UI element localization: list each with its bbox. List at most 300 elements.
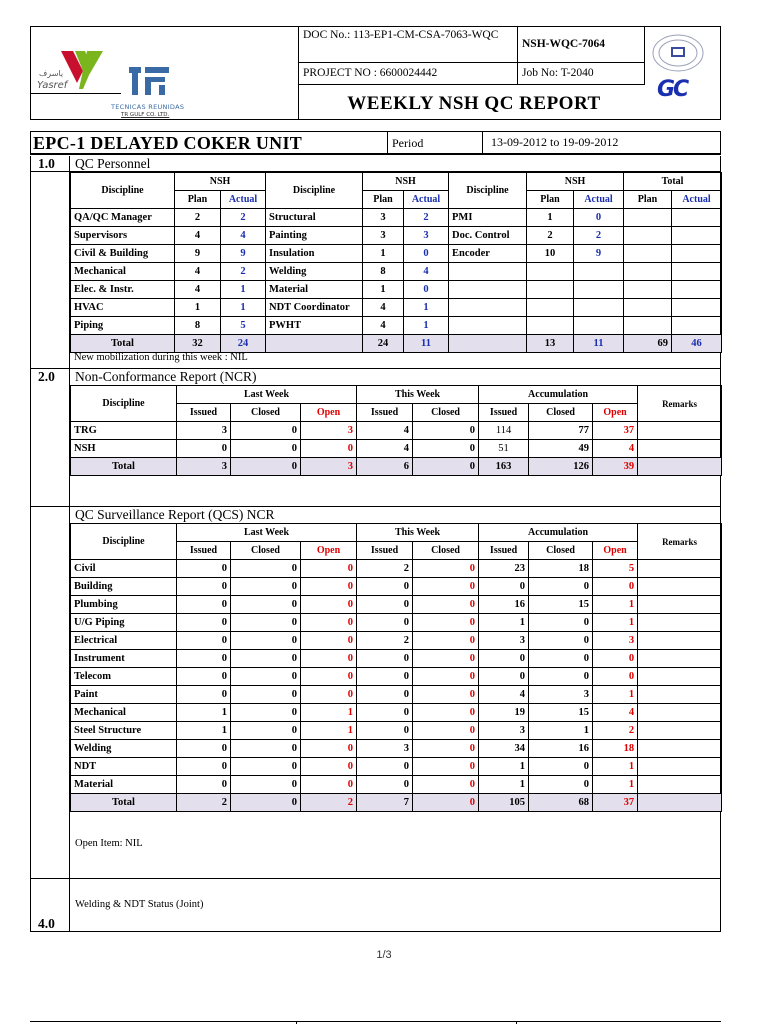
this-open-cell: 0 [413, 794, 479, 812]
accum-issued-cell: 1 [479, 614, 529, 632]
discipline-cell [449, 263, 527, 281]
col-this-week: This Week [357, 386, 479, 404]
actual-cell: 2 [221, 263, 266, 281]
discipline-cell: Total [71, 794, 177, 812]
plan-cell: 1 [527, 209, 574, 227]
discipline-cell: Doc. Control [449, 227, 527, 245]
col-last-week: Last Week [177, 524, 357, 542]
accum-closed-cell: 18 [529, 560, 593, 578]
last-closed-cell: 0 [231, 686, 301, 704]
this-issued-cell: 0 [357, 614, 413, 632]
last-closed-cell: 0 [231, 794, 301, 812]
this-issued-cell: 0 [357, 686, 413, 704]
col-this-week: This Week [357, 524, 479, 542]
last-closed-cell: 0 [231, 458, 301, 476]
accum-open-cell: 0 [593, 650, 638, 668]
last-issued-cell: 0 [177, 668, 231, 686]
this-open-cell: 0 [413, 596, 479, 614]
total-actual-cell [672, 245, 722, 263]
accum-closed-cell: 126 [529, 458, 593, 476]
accum-issued-cell: 4 [479, 686, 529, 704]
remarks-cell [638, 668, 722, 686]
table-row [71, 578, 722, 596]
table-row [71, 704, 722, 722]
plan-cell: 24 [363, 335, 404, 353]
col-plan: Plan [624, 191, 672, 209]
actual-cell: 2 [221, 209, 266, 227]
this-issued-cell: 0 [357, 578, 413, 596]
empty-cell [449, 335, 527, 353]
actual-cell: 4 [221, 227, 266, 245]
col-remarks: Remarks [638, 524, 722, 560]
this-issued-cell: 0 [357, 650, 413, 668]
last-open-cell: 0 [301, 632, 357, 650]
this-open-cell: 0 [413, 578, 479, 596]
discipline-cell: Civil & Building [71, 245, 175, 263]
this-issued-cell: 0 [357, 596, 413, 614]
last-issued-cell: 3 [177, 422, 231, 440]
col-issued: Issued [479, 404, 529, 422]
plan-cell [527, 317, 574, 335]
actual-cell: 5 [221, 317, 266, 335]
doc-code: NSH-WQC-7064 [518, 27, 644, 63]
remarks-cell [638, 704, 722, 722]
last-open-cell: 3 [301, 422, 357, 440]
last-open-cell: 0 [301, 614, 357, 632]
col-closed: Closed [231, 542, 301, 560]
last-open-cell: 1 [301, 722, 357, 740]
plan-cell: 8 [363, 263, 404, 281]
actual-cell: 24 [221, 335, 266, 353]
this-issued-cell: 0 [357, 668, 413, 686]
last-issued-cell: 3 [177, 458, 231, 476]
remarks-cell [638, 422, 722, 440]
discipline-cell: Civil [71, 560, 177, 578]
discipline-cell: TRG [71, 422, 177, 440]
last-open-cell: 0 [301, 776, 357, 794]
accum-open-cell: 18 [593, 740, 638, 758]
last-open-cell: 0 [301, 560, 357, 578]
accum-closed-cell: 0 [529, 578, 593, 596]
welding-title: Welding & NDT Status (Joint) [75, 899, 204, 910]
accum-issued-cell: 114 [479, 422, 529, 440]
col-issued: Issued [177, 542, 231, 560]
accum-open-cell: 37 [593, 794, 638, 812]
last-closed-cell: 0 [231, 578, 301, 596]
plan-cell: 13 [527, 335, 574, 353]
table-row [71, 209, 722, 227]
table-row [71, 722, 722, 740]
remarks-cell [638, 560, 722, 578]
col-discipline-2: Discipline [266, 173, 363, 209]
col-nsh-3: NSH [527, 173, 624, 191]
welding-section-number: 4.0 [38, 916, 55, 931]
col-open: Open [301, 542, 357, 560]
last-closed-cell: 0 [231, 422, 301, 440]
table-row [71, 650, 722, 668]
actual-cell: 1 [221, 299, 266, 317]
this-closed-cell: 0 [413, 422, 479, 440]
last-issued-cell: 0 [177, 758, 231, 776]
tr-sub: TR GULF CO. LTD. [121, 112, 170, 118]
this-closed-cell: 0 [413, 458, 479, 476]
plan-cell [527, 299, 574, 317]
ncr-title: Non-Conformance Report (NCR) [75, 369, 257, 384]
welding-divider [30, 878, 721, 879]
accum-open-cell: 0 [593, 668, 638, 686]
last-open-cell: 0 [301, 596, 357, 614]
col-closed: Closed [231, 404, 301, 422]
plan-cell: 10 [527, 245, 574, 263]
title-bar [30, 131, 721, 155]
actual-cell: 11 [404, 335, 449, 353]
total-plan-cell [624, 299, 672, 317]
actual-cell: 2 [574, 227, 624, 245]
last-closed-cell: 0 [231, 440, 301, 458]
accum-open-cell: 2 [593, 722, 638, 740]
accum-closed-cell: 3 [529, 686, 593, 704]
actual-cell [574, 299, 624, 317]
total-plan-cell: 69 [624, 335, 672, 353]
accum-closed-cell: 49 [529, 440, 593, 458]
total-row [71, 335, 722, 353]
remarks-cell [638, 740, 722, 758]
discipline-cell: Mechanical [71, 263, 175, 281]
this-issued-cell: 4 [357, 422, 413, 440]
actual-cell: 11 [574, 335, 624, 353]
accum-open-cell: 1 [593, 614, 638, 632]
mobilization-note: New mobilization during this week : NIL [74, 352, 248, 363]
accum-open-cell: 4 [593, 704, 638, 722]
this-open-cell: 0 [413, 686, 479, 704]
this-open-cell: 0 [413, 722, 479, 740]
remarks-cell [638, 578, 722, 596]
last-closed-cell: 0 [231, 650, 301, 668]
accum-issued-cell: 105 [479, 794, 529, 812]
total-plan-cell [624, 281, 672, 299]
remarks-cell [638, 650, 722, 668]
table-row [71, 227, 722, 245]
discipline-cell: PMI [449, 209, 527, 227]
spacer-row [71, 476, 722, 508]
personnel-table [70, 172, 722, 353]
table-row [71, 740, 722, 758]
accum-open-cell: 1 [593, 596, 638, 614]
total-row [71, 458, 722, 476]
ncr-table [70, 385, 722, 508]
plan-cell: 8 [175, 317, 221, 335]
last-closed-cell: 0 [231, 740, 301, 758]
col-discipline: Discipline [71, 524, 177, 560]
total-plan-cell [624, 245, 672, 263]
last-issued-cell: 0 [177, 686, 231, 704]
accum-closed-cell: 0 [529, 668, 593, 686]
doc-number: DOC No.: 113-EP1-CM-CSA-7063-WQC [299, 27, 518, 63]
actual-cell: 1 [404, 317, 449, 335]
section-number: 1.0 [38, 156, 55, 171]
remarks-cell [638, 440, 722, 458]
discipline-cell: U/G Piping [71, 614, 177, 632]
accum-issued-cell: 0 [479, 578, 529, 596]
period-label: Period [387, 132, 483, 154]
discipline-cell: NDT [71, 758, 177, 776]
last-closed-cell: 0 [231, 632, 301, 650]
table-row [71, 758, 722, 776]
discipline-cell: Steel Structure [71, 722, 177, 740]
plan-cell: 2 [527, 227, 574, 245]
col-accumulation: Accumulation [479, 524, 638, 542]
remarks-cell [638, 596, 722, 614]
accum-closed-cell: 16 [529, 740, 593, 758]
last-closed-cell: 0 [231, 758, 301, 776]
plan-cell: 9 [175, 245, 221, 263]
col-open: Open [593, 404, 638, 422]
col-actual: Actual [404, 191, 449, 209]
discipline-cell: Supervisors [71, 227, 175, 245]
remarks-cell [638, 758, 722, 776]
discipline-cell: Painting [266, 227, 363, 245]
discipline-cell: Material [266, 281, 363, 299]
total-actual-cell [672, 299, 722, 317]
discipline-cell: Material [71, 776, 177, 794]
accum-closed-cell: 0 [529, 632, 593, 650]
accum-issued-cell: 1 [479, 758, 529, 776]
actual-cell [574, 281, 624, 299]
discipline-cell: Electrical [71, 632, 177, 650]
last-closed-cell: 0 [231, 596, 301, 614]
last-issued-cell: 0 [177, 440, 231, 458]
qcs-title: QC Surveillance Report (QCS) NCR [75, 507, 275, 522]
last-issued-cell: 0 [177, 776, 231, 794]
discipline-cell: Welding [71, 740, 177, 758]
last-open-cell: 0 [301, 440, 357, 458]
remarks-cell [638, 722, 722, 740]
last-open-cell: 0 [301, 686, 357, 704]
this-open-cell: 0 [413, 632, 479, 650]
accum-open-cell: 4 [593, 440, 638, 458]
plan-cell: 1 [363, 245, 404, 263]
discipline-cell: PWHT [266, 317, 363, 335]
this-open-cell: 0 [413, 704, 479, 722]
accum-issued-cell: 0 [479, 668, 529, 686]
total-actual-cell [672, 209, 722, 227]
plan-cell: 4 [363, 299, 404, 317]
this-issued-cell: 6 [357, 458, 413, 476]
this-issued-cell: 3 [357, 740, 413, 758]
plan-cell: 1 [175, 299, 221, 317]
report-header [30, 26, 721, 120]
actual-cell: 9 [221, 245, 266, 263]
actual-cell [574, 263, 624, 281]
total-actual-cell [672, 317, 722, 335]
actual-cell: 0 [404, 281, 449, 299]
unit-title: EPC-1 DELAYED COKER UNIT [33, 133, 303, 153]
empty-cell [266, 335, 363, 353]
table-row [71, 263, 722, 281]
discipline-cell: Mechanical [71, 704, 177, 722]
last-open-cell: 0 [301, 758, 357, 776]
accum-closed-cell: 0 [529, 650, 593, 668]
accum-open-cell: 3 [593, 632, 638, 650]
total-actual-cell [672, 263, 722, 281]
this-open-cell: 0 [413, 560, 479, 578]
last-closed-cell: 0 [231, 668, 301, 686]
table-row [71, 776, 722, 794]
this-open-cell: 0 [413, 650, 479, 668]
seal-icon [651, 33, 705, 73]
table-row [71, 299, 722, 317]
discipline-cell: Welding [266, 263, 363, 281]
qcs-table [70, 523, 722, 812]
total-plan-cell [624, 227, 672, 245]
this-issued-cell: 2 [357, 632, 413, 650]
col-issued: Issued [357, 404, 413, 422]
last-issued-cell: 1 [177, 704, 231, 722]
actual-cell [574, 317, 624, 335]
accum-issued-cell: 3 [479, 722, 529, 740]
remarks-cell [638, 632, 722, 650]
this-issued-cell: 2 [357, 560, 413, 578]
last-open-cell: 0 [301, 650, 357, 668]
job-number: Job No: T-2040 [518, 63, 644, 85]
col-actual: Actual [672, 191, 722, 209]
col-issued: Issued [177, 404, 231, 422]
plan-cell: 32 [175, 335, 221, 353]
col-plan: Plan [175, 191, 221, 209]
discipline-cell [449, 281, 527, 299]
logo-area [31, 27, 299, 119]
col-total: Total [624, 173, 722, 191]
this-open-cell: 0 [413, 776, 479, 794]
accum-open-cell: 5 [593, 560, 638, 578]
report-title: WEEKLY NSH QC REPORT [347, 93, 601, 114]
col-discipline: Discipline [71, 386, 177, 422]
last-issued-cell: 0 [177, 740, 231, 758]
last-open-cell: 1 [301, 704, 357, 722]
accum-open-cell: 39 [593, 458, 638, 476]
table-row [71, 317, 722, 335]
table-row [71, 614, 722, 632]
tr-name: TECNICAS REUNIDAS [111, 103, 185, 111]
personnel-title: QC Personnel [75, 156, 151, 171]
actual-cell: 4 [404, 263, 449, 281]
discipline-cell: Encoder [449, 245, 527, 263]
accum-closed-cell: 0 [529, 614, 593, 632]
col-plan: Plan [363, 191, 404, 209]
ncr-section-number: 2.0 [38, 369, 55, 384]
accum-closed-cell: 15 [529, 704, 593, 722]
plan-cell [527, 281, 574, 299]
last-issued-cell: 1 [177, 722, 231, 740]
last-open-cell: 0 [301, 668, 357, 686]
col-open: Open [593, 542, 638, 560]
this-issued-cell: 0 [357, 722, 413, 740]
total-plan-cell [624, 317, 672, 335]
plan-cell: 4 [363, 317, 404, 335]
discipline-cell: NSH [71, 440, 177, 458]
plan-cell: 4 [175, 263, 221, 281]
table-row [71, 422, 722, 440]
col-remarks: Remarks [638, 386, 722, 422]
this-closed-cell: 0 [413, 440, 479, 458]
remarks-cell [638, 686, 722, 704]
accum-closed-cell: 0 [529, 758, 593, 776]
discipline-cell: Piping [71, 317, 175, 335]
col-closed: Closed [413, 542, 479, 560]
gc-logo-icon: GC [657, 77, 688, 102]
plan-cell: 4 [175, 281, 221, 299]
last-issued-cell: 0 [177, 578, 231, 596]
total-actual-cell: 46 [672, 335, 722, 353]
col-discipline-3: Discipline [449, 173, 527, 209]
accum-open-cell: 37 [593, 422, 638, 440]
discipline-cell [449, 317, 527, 335]
remarks-cell [638, 776, 722, 794]
col-accumulation: Accumulation [479, 386, 638, 404]
plan-cell: 1 [363, 281, 404, 299]
col-last-week: Last Week [177, 386, 357, 404]
col-closed: Closed [413, 404, 479, 422]
tr-logo-icon [127, 65, 171, 99]
total-actual-cell [672, 227, 722, 245]
accum-closed-cell: 15 [529, 596, 593, 614]
accum-issued-cell: 19 [479, 704, 529, 722]
plan-cell: 4 [175, 227, 221, 245]
this-open-cell: 0 [413, 668, 479, 686]
personnel-header [30, 156, 721, 172]
accum-issued-cell: 3 [479, 632, 529, 650]
this-issued-cell: 0 [357, 704, 413, 722]
table-row [71, 686, 722, 704]
accum-issued-cell: 51 [479, 440, 529, 458]
actual-cell: 1 [221, 281, 266, 299]
col-issued: Issued [357, 542, 413, 560]
accum-open-cell: 1 [593, 686, 638, 704]
total-actual-cell [672, 281, 722, 299]
accum-closed-cell: 1 [529, 722, 593, 740]
accum-issued-cell: 23 [479, 560, 529, 578]
period-value: 13-09-2012 to 19-09-2012 [491, 135, 619, 149]
col-plan: Plan [527, 191, 574, 209]
col-closed: Closed [529, 542, 593, 560]
discipline-cell: HVAC [71, 299, 175, 317]
plan-cell [527, 263, 574, 281]
discipline-cell: Paint [71, 686, 177, 704]
last-open-cell: 3 [301, 458, 357, 476]
last-issued-cell: 0 [177, 650, 231, 668]
last-closed-cell: 0 [231, 704, 301, 722]
col-actual: Actual [574, 191, 624, 209]
open-item-note: Open Item: NIL [75, 838, 143, 849]
table-row [71, 440, 722, 458]
accum-closed-cell: 0 [529, 776, 593, 794]
this-open-cell: 0 [413, 758, 479, 776]
remarks-cell [638, 794, 722, 812]
table-row [71, 281, 722, 299]
this-open-cell: 0 [413, 614, 479, 632]
last-closed-cell: 0 [231, 614, 301, 632]
last-issued-cell: 0 [177, 560, 231, 578]
this-issued-cell: 4 [357, 440, 413, 458]
accum-closed-cell: 77 [529, 422, 593, 440]
discipline-cell: Instrument [71, 650, 177, 668]
accum-open-cell: 1 [593, 758, 638, 776]
header-divider [644, 27, 645, 85]
last-open-cell: 0 [301, 740, 357, 758]
col-open: Open [301, 404, 357, 422]
this-open-cell: 0 [413, 740, 479, 758]
accum-issued-cell: 1 [479, 776, 529, 794]
